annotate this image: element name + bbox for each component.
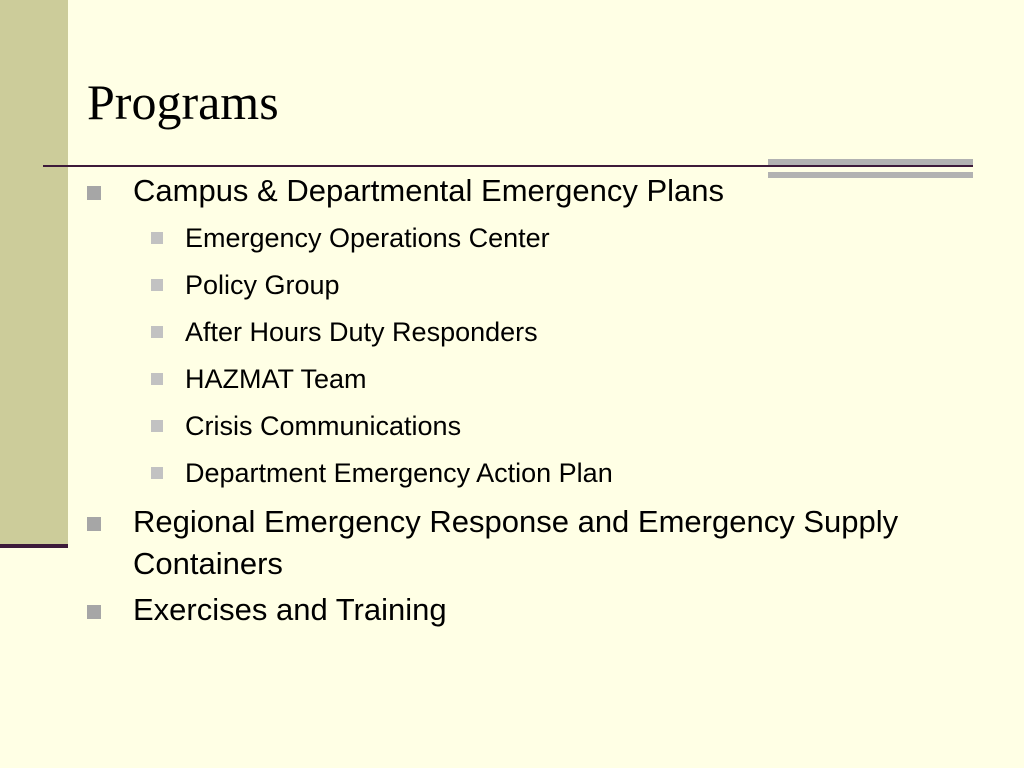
bullet-text: Exercises and Training [133,592,447,627]
square-bullet-icon [151,232,163,244]
bullet-text: Campus & Departmental Emergency Plans [133,173,724,208]
sub-bullet-item-after-hours [133,309,966,356]
sub-bullet-list [133,215,966,497]
left-decorative-band [0,0,68,547]
square-bullet-icon [87,517,101,531]
sub-bullet-item-dept-action-plan [133,450,966,497]
square-bullet-icon [151,279,163,291]
title-divider-line [43,165,973,167]
square-bullet-icon [151,326,163,338]
sub-bullet-item-policy-group [133,262,966,309]
sub-bullet-text: After Hours Duty Responders [185,317,538,347]
sub-bullet-item-crisis-comms [133,403,966,450]
left-band-underline [0,544,68,548]
square-bullet-icon [87,605,101,619]
slide-bullet-list [86,170,966,631]
slide-title: Programs [87,74,279,130]
square-bullet-icon [151,373,163,385]
bullet-text: Regional Emergency Response and Emergency Supply Containers [133,504,899,581]
bullet-item-regional-response [86,501,966,585]
square-bullet-icon [151,420,163,432]
bullet-item-exercises-training [86,589,966,631]
sub-bullet-text: Crisis Communications [185,411,462,441]
bullet-item-campus-plans [86,170,966,497]
square-bullet-icon [87,186,101,200]
square-bullet-icon [151,467,163,479]
sub-bullet-text: Department Emergency Action Plan [185,458,613,488]
sub-bullet-text: HAZMAT Team [185,364,367,394]
sub-bullet-text: Policy Group [185,270,340,300]
sub-bullet-text: Emergency Operations Center [185,223,550,253]
accent-bar-upper [768,159,973,165]
sub-bullet-item-eoc [133,215,966,262]
sub-bullet-item-hazmat [133,356,966,403]
